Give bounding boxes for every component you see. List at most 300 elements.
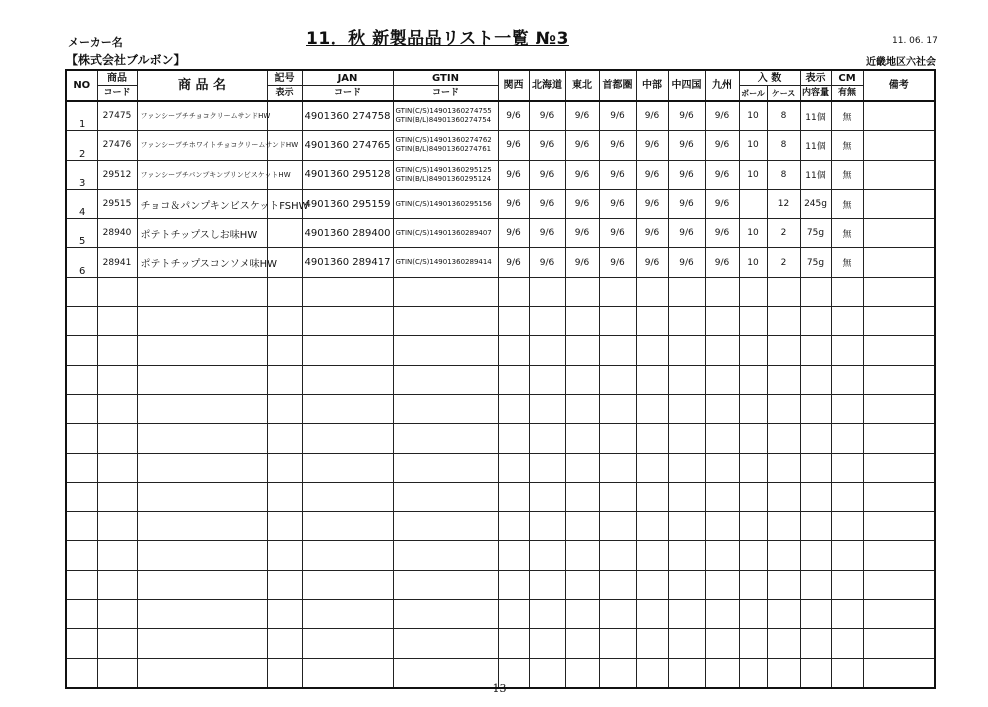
cell-hokkaido: 9/6 xyxy=(529,219,565,248)
cell-name xyxy=(137,307,267,336)
cell-gtin xyxy=(393,219,498,248)
table-row xyxy=(66,160,935,189)
cell-gtin xyxy=(393,482,498,511)
cell-chubu xyxy=(636,424,668,453)
cell-remarks xyxy=(863,336,935,365)
issue-date: 11. 06. 17 xyxy=(892,36,938,46)
cell-content xyxy=(800,336,831,365)
cell-tohoku xyxy=(565,482,599,511)
cell-shutoken xyxy=(599,482,636,511)
cell-cm: 無 xyxy=(831,248,863,277)
cell-symbol xyxy=(267,365,302,394)
cell-shutoken xyxy=(599,307,636,336)
cell-gtin xyxy=(393,189,498,218)
table-row xyxy=(66,629,935,658)
cell-no xyxy=(66,541,97,570)
cell-remarks xyxy=(863,131,935,160)
cell-kansai xyxy=(498,600,529,629)
cell-remarks xyxy=(863,482,935,511)
cell-cm xyxy=(831,512,863,541)
col-code-bottom: コード xyxy=(97,86,137,102)
cell-chushikoku xyxy=(668,570,705,599)
cell-shutoken xyxy=(599,394,636,423)
cell-name xyxy=(137,277,267,306)
cell-symbol xyxy=(267,600,302,629)
gtin-bl: GTIN(B/L)84901360295124 xyxy=(395,174,492,183)
cell-hokkaido xyxy=(529,570,565,599)
cell-code xyxy=(97,570,137,599)
cell-chushikoku xyxy=(668,365,705,394)
cell-shutoken xyxy=(599,277,636,306)
cell-cm xyxy=(831,570,863,599)
cell-hokkaido: 9/6 xyxy=(529,160,565,189)
cell-case: 2 xyxy=(767,248,800,277)
cell-code xyxy=(97,658,137,688)
cell-kansai: 9/6 xyxy=(498,101,529,131)
cell-tohoku: 9/6 xyxy=(565,101,599,131)
cell-kyushu xyxy=(705,307,739,336)
cell-remarks xyxy=(863,219,935,248)
cell-kyushu xyxy=(705,394,739,423)
cell-chushikoku: 9/6 xyxy=(668,160,705,189)
cell-no xyxy=(66,277,97,306)
cell-symbol xyxy=(267,424,302,453)
cell-jan xyxy=(302,336,393,365)
cell-ball xyxy=(739,277,767,306)
cell-content: 11個 xyxy=(800,160,831,189)
col-display-top: 表示 xyxy=(800,70,831,86)
cell-shutoken xyxy=(599,600,636,629)
cell-gtin xyxy=(393,424,498,453)
product-list-table xyxy=(65,69,936,689)
cell-case: 12 xyxy=(767,189,800,218)
cell-no xyxy=(66,512,97,541)
cell-remarks xyxy=(863,101,935,131)
col-cm-bottom: 有無 xyxy=(831,86,863,102)
cell-chubu: 9/6 xyxy=(636,160,668,189)
cell-cm: 無 xyxy=(831,189,863,218)
cell-kyushu xyxy=(705,336,739,365)
cell-code xyxy=(97,512,137,541)
cell-content xyxy=(800,453,831,482)
cell-kyushu xyxy=(705,541,739,570)
cell-kyushu: 9/6 xyxy=(705,248,739,277)
cell-chushikoku xyxy=(668,453,705,482)
cell-name: チョコ＆パンプキンビスケットFSHW xyxy=(137,189,267,218)
cell-content: 11個 xyxy=(800,101,831,131)
cell-kansai xyxy=(498,424,529,453)
cell-name xyxy=(137,365,267,394)
cell-chubu xyxy=(636,453,668,482)
cell-symbol xyxy=(267,541,302,570)
cell-chushikoku xyxy=(668,277,705,306)
col-kyushu: 九州 xyxy=(705,70,739,101)
cell-chushikoku: 9/6 xyxy=(668,248,705,277)
cell-ball xyxy=(739,482,767,511)
cell-chubu xyxy=(636,600,668,629)
cell-symbol xyxy=(267,482,302,511)
cell-hokkaido: 9/6 xyxy=(529,248,565,277)
cell-chubu xyxy=(636,365,668,394)
cell-content: 245g xyxy=(800,189,831,218)
cell-chushikoku xyxy=(668,307,705,336)
cell-hokkaido xyxy=(529,600,565,629)
cell-symbol xyxy=(267,570,302,599)
cell-no xyxy=(66,453,97,482)
cell-name: ファンシーブチパンプキンプリンビスケットHW xyxy=(137,160,267,189)
cell-jan: 4901360 274765 xyxy=(302,131,393,160)
col-cm-top: CM xyxy=(831,70,863,86)
cell-kyushu: 9/6 xyxy=(705,189,739,218)
cell-shutoken: 9/6 xyxy=(599,131,636,160)
cell-remarks xyxy=(863,512,935,541)
cell-cm xyxy=(831,336,863,365)
cell-content xyxy=(800,629,831,658)
table-row xyxy=(66,482,935,511)
cell-jan xyxy=(302,424,393,453)
cell-kansai xyxy=(498,482,529,511)
cell-tohoku xyxy=(565,453,599,482)
cell-remarks xyxy=(863,541,935,570)
table-row xyxy=(66,394,935,423)
cell-hokkaido xyxy=(529,453,565,482)
cell-ball xyxy=(739,658,767,688)
cell-tohoku: 9/6 xyxy=(565,219,599,248)
cell-content xyxy=(800,658,831,688)
cell-shutoken: 9/6 xyxy=(599,160,636,189)
cell-chushikoku xyxy=(668,482,705,511)
cell-chushikoku: 9/6 xyxy=(668,101,705,131)
cell-content xyxy=(800,365,831,394)
cell-kansai xyxy=(498,570,529,599)
col-case: ケース xyxy=(767,86,800,102)
cell-code: 29512 xyxy=(97,160,137,189)
cell-content xyxy=(800,394,831,423)
company-name: 【株式会社ブルボン】 xyxy=(66,53,186,67)
cell-ball xyxy=(739,394,767,423)
cell-shutoken xyxy=(599,453,636,482)
cell-code: 27475 xyxy=(97,101,137,131)
cell-symbol xyxy=(267,512,302,541)
cell-no xyxy=(66,570,97,599)
cell-tohoku: 9/6 xyxy=(565,248,599,277)
gtin-bl: GTIN(B/L)84901360274761 xyxy=(395,145,492,154)
cell-kyushu xyxy=(705,365,739,394)
cell-chubu xyxy=(636,336,668,365)
cell-jan: 4901360 295128 xyxy=(302,160,393,189)
cell-tohoku: 9/6 xyxy=(565,160,599,189)
cell-no: 2 xyxy=(66,131,97,160)
cell-kyushu xyxy=(705,424,739,453)
cell-tohoku xyxy=(565,600,599,629)
cell-ball xyxy=(739,600,767,629)
cell-symbol xyxy=(267,277,302,306)
cell-gtin xyxy=(393,101,498,131)
cell-no: 5 xyxy=(66,219,97,248)
cell-ball: 10 xyxy=(739,101,767,131)
cell-chushikoku xyxy=(668,336,705,365)
cell-gtin xyxy=(393,365,498,394)
table-row xyxy=(66,219,935,248)
cell-tohoku: 9/6 xyxy=(565,131,599,160)
cell-remarks xyxy=(863,424,935,453)
cell-jan xyxy=(302,365,393,394)
cell-no xyxy=(66,658,97,688)
col-display-bottom: 内容量 xyxy=(800,86,831,102)
cell-tohoku xyxy=(565,365,599,394)
cell-case xyxy=(767,453,800,482)
cell-chushikoku xyxy=(668,600,705,629)
cell-gtin xyxy=(393,629,498,658)
cell-shutoken: 9/6 xyxy=(599,189,636,218)
cell-no xyxy=(66,600,97,629)
cell-jan xyxy=(302,570,393,599)
cell-shutoken xyxy=(599,424,636,453)
col-no: NO xyxy=(66,70,97,101)
cell-case: 8 xyxy=(767,160,800,189)
cell-chubu xyxy=(636,482,668,511)
cell-kansai xyxy=(498,277,529,306)
cell-tohoku xyxy=(565,307,599,336)
gtin-cs: GTIN(C/S)14901360289414 xyxy=(395,258,492,267)
cell-jan xyxy=(302,394,393,423)
cell-symbol xyxy=(267,219,302,248)
cell-kyushu: 9/6 xyxy=(705,101,739,131)
cell-hokkaido xyxy=(529,365,565,394)
cell-name xyxy=(137,512,267,541)
cell-code: 29515 xyxy=(97,189,137,218)
cell-jan: 4901360 295159 xyxy=(302,189,393,218)
cell-jan xyxy=(302,277,393,306)
cell-kyushu xyxy=(705,570,739,599)
gtin-cs: GTIN(C/S)14901360274755 xyxy=(395,107,492,116)
cell-remarks xyxy=(863,365,935,394)
cell-kyushu xyxy=(705,600,739,629)
cell-kyushu: 9/6 xyxy=(705,160,739,189)
cell-shutoken: 9/6 xyxy=(599,219,636,248)
cell-no xyxy=(66,394,97,423)
cell-no xyxy=(66,424,97,453)
cell-code xyxy=(97,365,137,394)
cell-case: 8 xyxy=(767,131,800,160)
cell-ball xyxy=(739,365,767,394)
table-row xyxy=(66,189,935,218)
cell-kyushu xyxy=(705,482,739,511)
table-row xyxy=(66,336,935,365)
cell-kyushu: 9/6 xyxy=(705,131,739,160)
cell-case xyxy=(767,365,800,394)
cell-cm xyxy=(831,424,863,453)
cell-remarks xyxy=(863,189,935,218)
cell-chubu xyxy=(636,394,668,423)
cell-kansai xyxy=(498,307,529,336)
cell-symbol xyxy=(267,453,302,482)
cell-cm: 無 xyxy=(831,160,863,189)
cell-kansai xyxy=(498,336,529,365)
cell-cm xyxy=(831,482,863,511)
cell-gtin xyxy=(393,277,498,306)
table-row xyxy=(66,541,935,570)
cell-jan xyxy=(302,658,393,688)
cell-hokkaido xyxy=(529,512,565,541)
cell-no xyxy=(66,365,97,394)
gtin-cs: GTIN(C/S)14901360289407 xyxy=(395,228,492,237)
cell-cm xyxy=(831,658,863,688)
cell-ball: 10 xyxy=(739,131,767,160)
cell-shutoken xyxy=(599,570,636,599)
cell-cm xyxy=(831,307,863,336)
cell-case xyxy=(767,541,800,570)
col-jan-bottom: コード xyxy=(302,86,393,102)
cell-content: 75g xyxy=(800,219,831,248)
region-label: 近畿地区六社会 xyxy=(866,57,936,68)
cell-no xyxy=(66,482,97,511)
col-remarks: 備考 xyxy=(863,70,935,101)
cell-jan: 4901360 289417 xyxy=(302,248,393,277)
col-hokkaido: 北海道 xyxy=(529,70,565,101)
cell-chubu: 9/6 xyxy=(636,131,668,160)
cell-ball: 10 xyxy=(739,219,767,248)
cell-name xyxy=(137,541,267,570)
cell-hokkaido xyxy=(529,394,565,423)
col-kansai: 関西 xyxy=(498,70,529,101)
cell-tohoku xyxy=(565,541,599,570)
table-row xyxy=(66,453,935,482)
cell-ball xyxy=(739,570,767,599)
cell-code xyxy=(97,453,137,482)
cell-shutoken: 9/6 xyxy=(599,248,636,277)
cell-cm xyxy=(831,365,863,394)
cell-content xyxy=(800,570,831,599)
cell-ball xyxy=(739,453,767,482)
cell-chushikoku: 9/6 xyxy=(668,189,705,218)
cell-jan xyxy=(302,453,393,482)
cell-chubu: 9/6 xyxy=(636,189,668,218)
cell-kansai xyxy=(498,541,529,570)
table-row xyxy=(66,570,935,599)
cell-shutoken xyxy=(599,541,636,570)
cell-chubu xyxy=(636,629,668,658)
cell-name xyxy=(137,600,267,629)
cell-code xyxy=(97,336,137,365)
col-ball: ボール xyxy=(739,86,767,102)
cell-chubu xyxy=(636,307,668,336)
cell-no xyxy=(66,336,97,365)
cell-content xyxy=(800,277,831,306)
col-tohoku: 東北 xyxy=(565,70,599,101)
cell-content: 11個 xyxy=(800,131,831,160)
cell-remarks xyxy=(863,453,935,482)
cell-symbol xyxy=(267,336,302,365)
cell-remarks xyxy=(863,658,935,688)
cell-code: 28940 xyxy=(97,219,137,248)
cell-tohoku xyxy=(565,570,599,599)
cell-name xyxy=(137,570,267,599)
cell-kyushu xyxy=(705,658,739,688)
col-chubu: 中部 xyxy=(636,70,668,101)
cell-shutoken xyxy=(599,629,636,658)
cell-content xyxy=(800,512,831,541)
cell-tohoku xyxy=(565,424,599,453)
col-chushikoku: 中四国 xyxy=(668,70,705,101)
cell-chubu xyxy=(636,570,668,599)
col-symbol-top: 記号 xyxy=(267,70,302,86)
cell-kansai: 9/6 xyxy=(498,219,529,248)
cell-remarks xyxy=(863,394,935,423)
cell-ball xyxy=(739,629,767,658)
gtin-cs: GTIN(C/S)14901360295125 xyxy=(395,165,492,174)
cell-cm: 無 xyxy=(831,131,863,160)
cell-shutoken: 9/6 xyxy=(599,101,636,131)
cell-gtin xyxy=(393,570,498,599)
cell-code xyxy=(97,541,137,570)
cell-gtin xyxy=(393,541,498,570)
cell-jan xyxy=(302,307,393,336)
cell-remarks xyxy=(863,307,935,336)
cell-cm xyxy=(831,453,863,482)
cell-case xyxy=(767,570,800,599)
cell-ball xyxy=(739,336,767,365)
cell-hokkaido xyxy=(529,541,565,570)
cell-name: ファンシーブチホワイトチョコクリームサンドHW xyxy=(137,131,267,160)
cell-remarks xyxy=(863,248,935,277)
cell-hokkaido xyxy=(529,424,565,453)
cell-case: 8 xyxy=(767,101,800,131)
cell-name: ポテトチップスしお味HW xyxy=(137,219,267,248)
cell-gtin xyxy=(393,453,498,482)
cell-kansai xyxy=(498,512,529,541)
cell-symbol xyxy=(267,307,302,336)
cell-chushikoku xyxy=(668,394,705,423)
cell-case xyxy=(767,307,800,336)
cell-symbol xyxy=(267,658,302,688)
page-number: － 13 － xyxy=(478,682,521,695)
table-row xyxy=(66,365,935,394)
cell-code xyxy=(97,600,137,629)
cell-gtin xyxy=(393,307,498,336)
cell-shutoken xyxy=(599,336,636,365)
cell-kansai xyxy=(498,365,529,394)
cell-kansai xyxy=(498,394,529,423)
cell-kyushu xyxy=(705,629,739,658)
cell-kansai xyxy=(498,629,529,658)
cell-jan xyxy=(302,600,393,629)
cell-cm xyxy=(831,394,863,423)
cell-gtin xyxy=(393,336,498,365)
cell-hokkaido: 9/6 xyxy=(529,189,565,218)
cell-gtin xyxy=(393,248,498,277)
cell-case xyxy=(767,512,800,541)
cell-code xyxy=(97,394,137,423)
col-gtin-bottom: コード xyxy=(393,86,498,102)
cell-case xyxy=(767,424,800,453)
cell-case xyxy=(767,336,800,365)
cell-kyushu xyxy=(705,453,739,482)
cell-case xyxy=(767,277,800,306)
cell-ball: 10 xyxy=(739,248,767,277)
cell-kyushu: 9/6 xyxy=(705,219,739,248)
cell-chubu xyxy=(636,512,668,541)
cell-case: 2 xyxy=(767,219,800,248)
cell-no: 1 xyxy=(66,101,97,131)
table-row xyxy=(66,277,935,306)
cell-cm xyxy=(831,541,863,570)
cell-content: 75g xyxy=(800,248,831,277)
cell-hokkaido xyxy=(529,658,565,688)
cell-jan: 4901360 289400 xyxy=(302,219,393,248)
table-row xyxy=(66,101,935,131)
col-symbol-bottom: 表示 xyxy=(267,86,302,102)
